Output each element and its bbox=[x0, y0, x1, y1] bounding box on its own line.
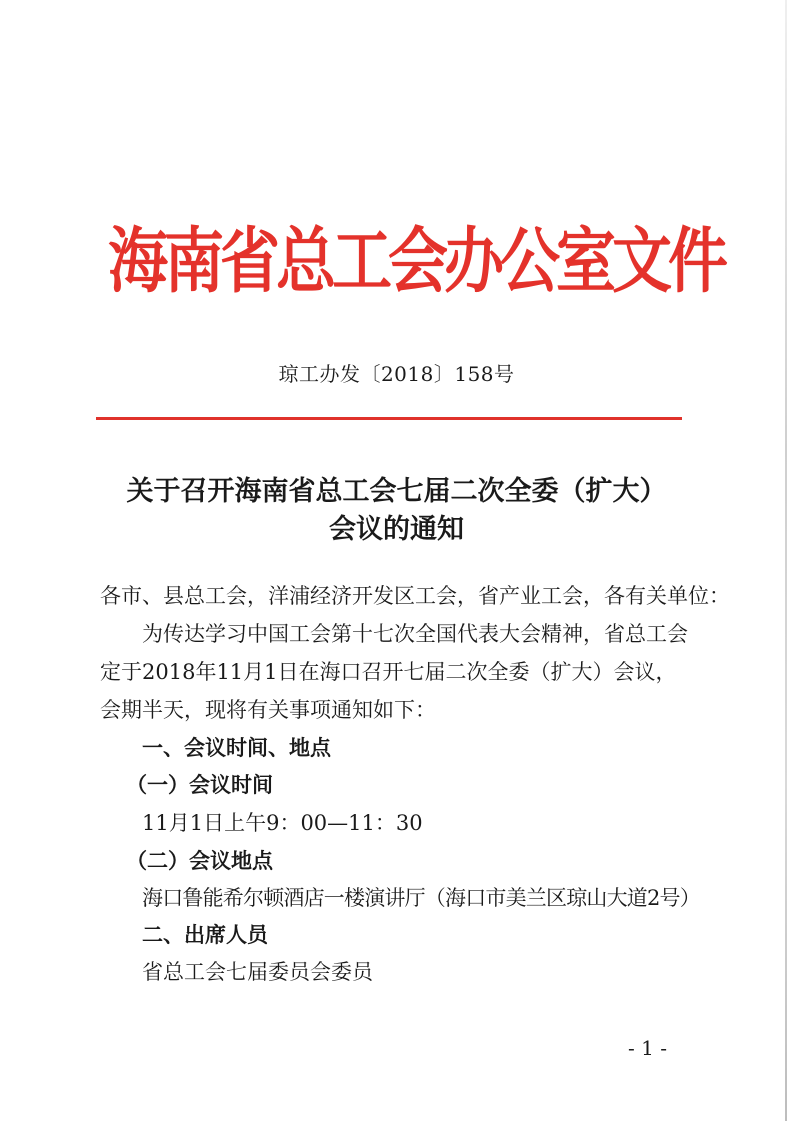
section-2-heading: 二、出席人员 bbox=[142, 922, 268, 947]
page-number: - 1 - bbox=[628, 1036, 667, 1060]
red-divider bbox=[96, 417, 682, 420]
doc-title-line-2: 会议的通知 bbox=[329, 514, 464, 545]
org-header: 海南省总工会办公室文件 bbox=[108, 220, 724, 304]
meeting-time: 11月1日上午9：00—11：30 bbox=[142, 811, 423, 835]
section-1-sub-2-heading: （二）会议地点 bbox=[126, 848, 273, 873]
salutation: 各市、县总工会，洋浦经济开发区工会，省产业工会，各有关单位： bbox=[100, 584, 730, 608]
intro-line-3: 会期半天，现将有关事项通知如下： bbox=[100, 698, 436, 722]
doc-title-line-1: 关于召开海南省总工会七届二次全委（扩大） bbox=[126, 476, 667, 507]
section-1-heading: 一、会议时间、地点 bbox=[142, 735, 331, 760]
intro-line-1: 为传达学习中国工会第十七次全国代表大会精神，省总工会 bbox=[142, 622, 688, 646]
doc-number: 琼工办发〔2018〕158号 bbox=[278, 362, 515, 386]
page-edge bbox=[785, 0, 787, 1121]
attendees: 省总工会七届委员会委员 bbox=[142, 960, 373, 984]
section-1-sub-1-heading: （一）会议时间 bbox=[126, 772, 273, 797]
meeting-location: 海口鲁能希尔顿酒店一楼演讲厅（海口市美兰区琼山大道2号） bbox=[142, 886, 700, 910]
intro-line-2: 定于2018年11月1日在海口召开七届二次全委（扩大）会议， bbox=[100, 660, 677, 684]
